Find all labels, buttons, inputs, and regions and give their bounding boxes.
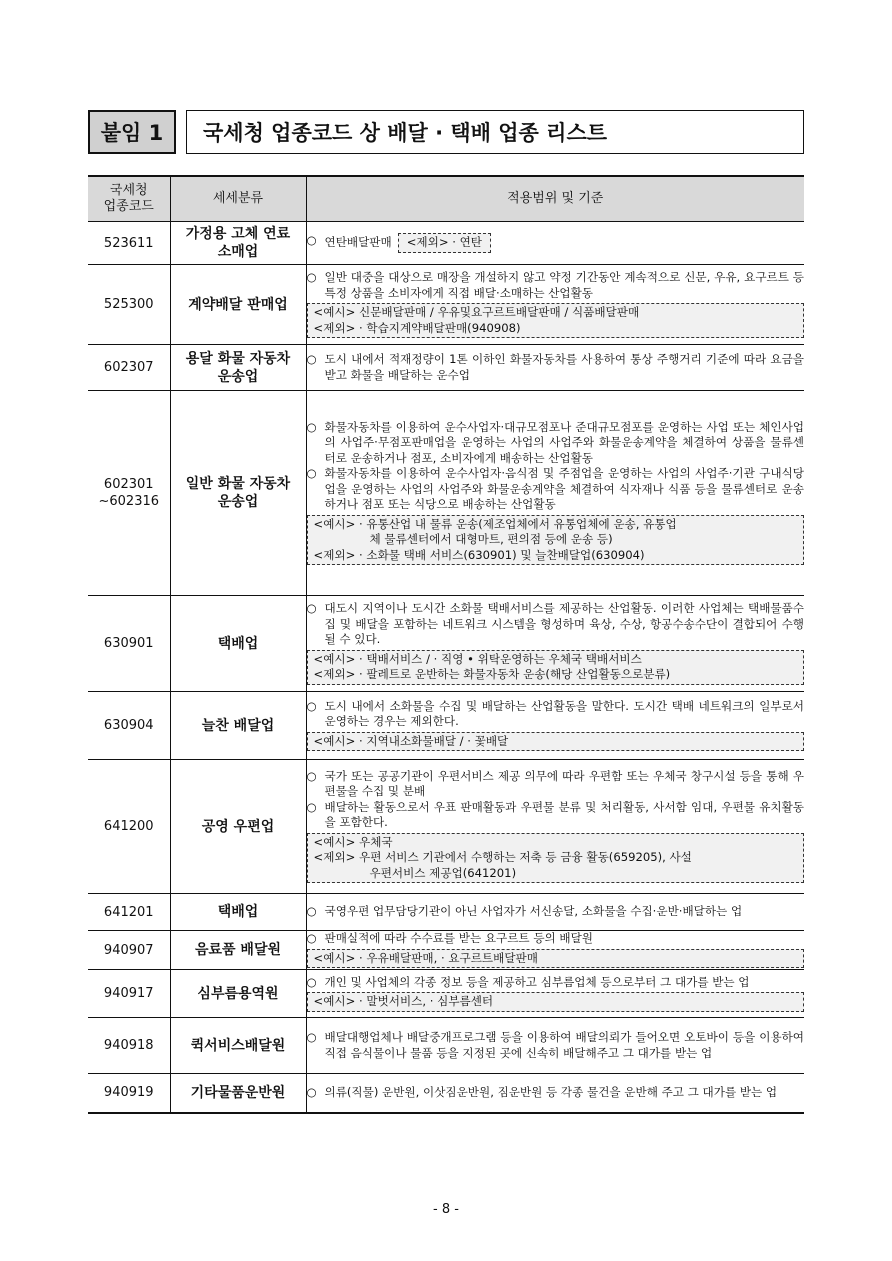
industry-code-cell: [88, 760, 170, 894]
scope-bullet: [307, 270, 805, 301]
industry-code-cell: [88, 1018, 170, 1074]
bullet-mark: ○: [306, 601, 317, 616]
category-cell: [170, 931, 306, 970]
industry-code: 940919: [103, 1085, 154, 1101]
category-name: 택배업: [217, 635, 259, 652]
category-name: 공영 우편업: [201, 818, 275, 835]
scope-bullet: [307, 352, 805, 383]
scope-bullet: [307, 904, 805, 920]
category-cell: [170, 1018, 306, 1074]
exclusion-note: <제외> 우편 서비스 기관에서 수행하는 저축 등 금융 활동(659205), 사설: [313, 850, 692, 865]
scope-cell: [306, 1018, 804, 1074]
table-row: [88, 222, 804, 265]
category-cell: [170, 345, 306, 391]
scope-text: 화물자동차를 이용하여 운수사업자·음식점 및 주점업을 운영하는 사업의 사업주·기관 구내식당업을 운영하는 사업의 사업주와 화물운송계약을 체결하여 식자재나 식품 등을 물류센터로 운송하거나 점포 또는 식당으로 배송하는 산업활동: [324, 466, 804, 512]
example-box: [307, 992, 805, 1012]
example-note: <예시> · 유통산업 내 물류 운송(제조업체에서 유통업체에 운송, 유통업: [313, 516, 677, 531]
table-row: [88, 596, 804, 692]
scope-bullet: [307, 420, 805, 467]
header-scope: 적용범위 및 기준: [306, 176, 804, 222]
example-note: <예시> 우체국: [313, 834, 393, 849]
bullet-mark: ○: [306, 466, 317, 481]
bullet-mark: ○: [306, 698, 317, 713]
exclusion-note: <제외> · 소화물 택배 서비스(630901) 및 늘찬배달업(630904): [313, 547, 645, 562]
example-box: [307, 732, 805, 752]
category-name: 일반 화물 자동차: [185, 476, 291, 492]
scope-cell: [306, 931, 804, 970]
category-name: 운송업: [217, 368, 259, 385]
scope-cell: [306, 692, 804, 760]
category-name: 퀵서비스배달원: [190, 1037, 286, 1054]
scope-cell: [306, 894, 804, 931]
table-row: [88, 692, 804, 760]
header-code: [88, 176, 170, 222]
example-box: [307, 949, 805, 969]
bullet-mark: ○: [306, 1030, 317, 1044]
industry-code-cell: [88, 345, 170, 391]
industry-code-table: [88, 175, 804, 1114]
example-box: [307, 515, 805, 566]
industry-code-cell: [88, 1074, 170, 1113]
attachment-tag: 붙임 1: [88, 110, 176, 154]
table-header-row: [88, 176, 804, 222]
category-name: 심부름용역원: [197, 985, 279, 1002]
title-area: [88, 110, 804, 154]
category-cell: [170, 265, 306, 345]
industry-code-cell: [88, 391, 170, 596]
example-box: [307, 833, 805, 884]
category-name: 계약배달 판매업: [188, 296, 288, 313]
industry-code-cell: [88, 265, 170, 345]
bullet-mark: ○: [306, 1085, 317, 1099]
scope-bullet: [307, 1030, 805, 1061]
scope-cell: [306, 265, 804, 345]
bullet-mark: ○: [306, 419, 317, 434]
table-row: [88, 345, 804, 391]
category-cell: [170, 760, 306, 894]
bullet-mark: ○: [306, 931, 317, 945]
scope-text: 일반 대중을 대상으로 매장을 개설하지 않고 약정 기간동안 계속적으로 신문, 우유, 요구르트 등 특정 상품을 소비자에게 직접 배달·소매하는 산업활동: [324, 270, 804, 300]
category-name: 용달 화물 자동차: [185, 350, 291, 367]
exclusion-note: <제외> · 연탄: [398, 233, 491, 253]
industry-code-cell: [88, 894, 170, 931]
industry-code-cell: [88, 596, 170, 692]
scope-text: 화물자동차를 이용하여 운수사업자·대규모점포나 준대규모점포를 운영하는 사업 또는 체인사업의 사업주·무점포판매업을 운영하는 사업의 사업주와 화물운송계약을 체결하여 상품을 물류센터로 운송하거나 점포, 소비자에게 배송하는 산업활동: [324, 419, 804, 465]
scope-cell: [306, 970, 804, 1018]
scope-text: 개인 및 사업체의 각종 정보 등을 제공하고 심부름업체 등으로부터 그 대가를 받는 업: [324, 974, 750, 989]
scope-text: 배달대행업체나 배달중개프로그램 등을 이용하여 배달의뢰가 들어오면 오토바이 등을 이용하여 직접 음식물이나 물품 등을 지정된 곳에 신속히 배달해주고 그 대가를 받는 업: [324, 1030, 804, 1060]
bullet-mark: ○: [306, 352, 317, 366]
scope-text: 도시 내에서 소화물을 수집 및 배달하는 산업활동을 말한다. 도시간 택배 네트워크의 일부로서 운영하는 경우는 제외한다.: [324, 698, 804, 729]
example-note: <예시> · 지역내소화물배달 / · 꽃배달: [313, 733, 509, 748]
industry-code: 940917: [103, 986, 154, 1001]
bullet-mark: ○: [306, 904, 317, 919]
scope-text: 대도시 지역이나 도시간 소화물 택배서비스를 제공하는 산업활동. 이러한 사업체는 택배물품수집 및 배달을 포함하는 네트워크 시스템을 형성하며 육상, 수상, 항공수송수단이 결합되어 수행될 수 있다.: [324, 601, 804, 647]
example-note: 우편서비스 제공업(641201): [369, 865, 517, 880]
example-box: [307, 650, 805, 685]
header-code-line1: 국세청: [109, 183, 148, 198]
table-body: [88, 222, 804, 1113]
industry-code: 940907: [103, 942, 154, 958]
scope-text: 국영우편 업무담당기관이 아닌 사업자가 서신송달, 소화물을 수집·운반·배달하는 업: [324, 904, 743, 919]
example-note: <예시> · 택배서비스 / · 직영 • 위탁운영하는 우체국 택배서비스: [313, 651, 642, 666]
category-cell: [170, 1074, 306, 1113]
category-name: 음료품 배달원: [194, 942, 282, 958]
category-name: 늘찬 배달업: [201, 717, 275, 734]
industry-code: 630901: [103, 636, 154, 651]
industry-code: 523611: [103, 235, 154, 251]
scope-cell: [306, 391, 804, 596]
industry-code-cell: [88, 692, 170, 760]
category-cell: [170, 391, 306, 596]
header-code-line2: 업종코드: [103, 199, 154, 214]
bullet-mark: ○: [306, 768, 317, 783]
table-row: [88, 931, 804, 970]
scope-text: 연탄배달판매 <제외> · 연탄: [325, 233, 805, 253]
example-note: <예시> · 우유배달판매, · 요구르트배달판매: [313, 950, 538, 965]
scope-text: 국가 또는 공공기관이 우편서비스 제공 의무에 따라 우편함 또는 우체국 창구시설 등을 통해 우편물을 수집 및 분배: [324, 768, 804, 799]
category-name: 운송업: [217, 494, 259, 510]
bullet-mark: ○: [306, 270, 317, 284]
exclusion-note: <제외> · 학습지계약배달판매(940908): [313, 320, 521, 335]
scope-cell: [306, 222, 804, 265]
scope-bullet: [307, 975, 805, 991]
category-cell: [170, 970, 306, 1018]
category-name: 소매업: [217, 244, 259, 260]
table-row: [88, 391, 804, 596]
scope-cell: [306, 345, 804, 391]
table-row: [88, 1074, 804, 1113]
exclusion-note: <제외> · 팔레트로 운반하는 화물자동차 운송(해당 산업활동으로분류): [313, 667, 671, 682]
scope-bullet: [307, 466, 805, 513]
industry-code-cell: [88, 931, 170, 970]
scope-text: 도시 내에서 적재정량이 1톤 이하인 화물자동차를 사용하여 통상 주행거리 기준에 따라 요금을 받고 화물을 배달하는 운수업: [324, 352, 804, 382]
bullet-mark: ○: [306, 799, 317, 814]
industry-code: 602307: [103, 360, 154, 375]
bullet-mark: ○: [306, 233, 317, 248]
scope-bullet: [307, 769, 805, 800]
bullet-mark: ○: [306, 974, 317, 989]
scope-text: 배달하는 활동으로서 우표 판매활동과 우편물 분류 및 처리활동, 사서함 임대, 우편물 유치활동을 포함한다.: [324, 799, 804, 830]
category-cell: [170, 692, 306, 760]
header-category: 세세분류: [170, 176, 306, 222]
page-title: 국세청 업종코드 상 배달 · 택배 업종 리스트: [186, 110, 804, 154]
table-row: [88, 265, 804, 345]
table-row: [88, 894, 804, 931]
industry-code: 602301: [103, 477, 154, 492]
scope-bullet: [307, 1085, 805, 1101]
scope-bullet: [307, 931, 805, 947]
scope-cell: [306, 1074, 804, 1113]
industry-code: 940918: [103, 1038, 154, 1053]
scope-bullet: [307, 601, 805, 648]
page-number: - 8 -: [433, 1202, 459, 1217]
example-note: <예시> 신문배달판매 / 우유및요구르트배달판매 / 식품배달판매: [313, 305, 640, 319]
example-note: 체 물류센터에서 대형마트, 편의점 등에 운송 등): [369, 532, 613, 547]
example-box: [307, 303, 805, 338]
scope-bullet: [307, 699, 805, 730]
example-note: <예시> · 말벗서비스, · 심부름센터: [313, 994, 494, 1008]
category-name: 가정용 고체 연료: [185, 226, 291, 242]
scope-bullet: [307, 800, 805, 831]
industry-code-cell: [88, 222, 170, 265]
category-name: 기타물품운반원: [190, 1084, 286, 1101]
table-row: [88, 760, 804, 894]
scope-cell: [306, 596, 804, 692]
scope-text: 의류(직물) 운반원, 이삿짐운반원, 짐운반원 등 각종 물건을 운반해 주고 그 대가를 받는 업: [324, 1085, 778, 1099]
industry-code-cell: [88, 970, 170, 1018]
scope-cell: [306, 760, 804, 894]
scope-text: 판매실적에 따라 수수료를 받는 요구르트 등의 배달원: [324, 931, 594, 945]
category-cell: [170, 894, 306, 931]
industry-code: 641201: [103, 904, 154, 920]
industry-code: ~602316: [98, 494, 160, 509]
industry-code: 641200: [103, 819, 154, 834]
category-cell: [170, 222, 306, 265]
category-name: 택배업: [217, 904, 259, 920]
industry-code: 525300: [103, 297, 154, 312]
table-row: [88, 1018, 804, 1074]
category-cell: [170, 596, 306, 692]
table-row: [88, 970, 804, 1018]
industry-code: 630904: [103, 718, 154, 733]
scope-bullet: [307, 233, 805, 253]
